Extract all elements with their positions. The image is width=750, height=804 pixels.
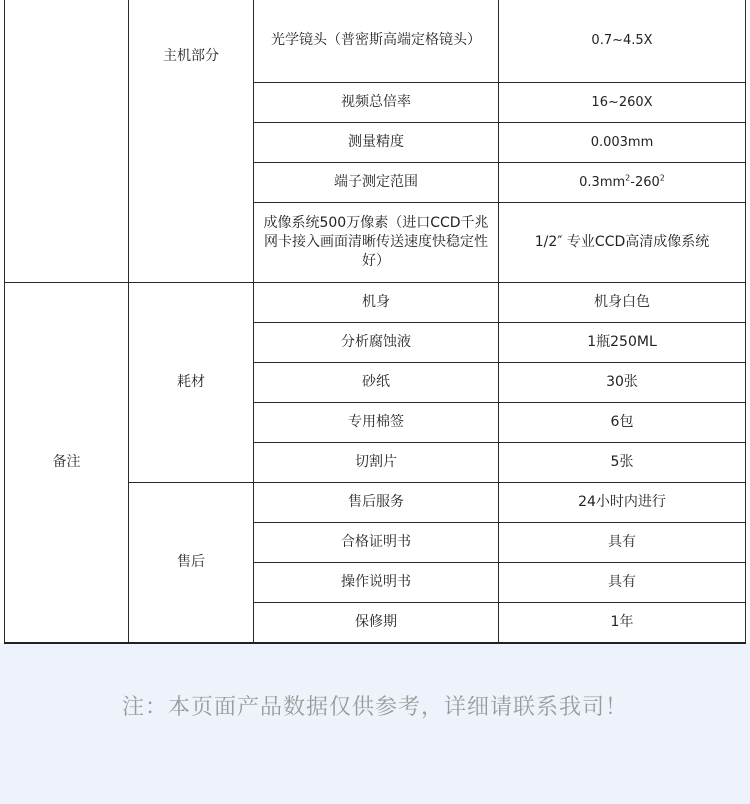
value-cell: 机身白色 [499,283,746,323]
value-cell: 30张 [499,363,746,403]
item-cell: 专用棉签 [254,403,499,443]
value-cell: 1年 [499,603,746,643]
item-cell: 操作说明书 [254,563,499,603]
category-cell-main: 主机部分 [129,0,254,283]
item-cell: 合格证明书 [254,523,499,563]
range-value-sup2: 2 [659,173,665,183]
value-cell: 24小时内进行 [499,483,746,523]
value-cell: 具有 [499,523,746,563]
spec-table [4,0,746,644]
category-cell-consumables: 耗材 [129,283,254,483]
item-cell: 端子测定范围 [254,163,499,203]
item-cell: 光学镜头（普密斯高端定格镜头） [254,0,499,83]
table-row [5,0,746,83]
item-cell: 机身 [254,283,499,323]
item-cell: 测量精度 [254,123,499,163]
item-cell: 切割片 [254,443,499,483]
range-value-prefix: 0.3mm [579,175,626,190]
category-cell-after-sales: 售后 [129,483,254,643]
value-cell: 6包 [499,403,746,443]
range-value-mid: -260 [630,175,660,190]
value-cell: 0.003mm [499,123,746,163]
value-cell-range [499,163,746,203]
table-row [5,283,746,323]
value-cell: 5张 [499,443,746,483]
value-cell: 0.7~4.5X [499,0,746,83]
footer-disclaimer: 注：本页面产品数据仅供参考，详细请联系我司！ [121,695,628,720]
item-cell: 分析腐蚀液 [254,323,499,363]
range-value-sup1: 2 [625,173,631,183]
value-cell: 16~260X [499,83,746,123]
item-cell: 保修期 [254,603,499,643]
value-cell: 1瓶250ML [499,323,746,363]
remarks-label-cell: 备注 [5,283,129,643]
item-cell: 视频总倍率 [254,83,499,123]
item-cell: 砂纸 [254,363,499,403]
item-cell: 售后服务 [254,483,499,523]
value-cell: 具有 [499,563,746,603]
empty-group-cell [5,0,129,283]
value-cell: 1/2″ 专业CCD高清成像系统 [499,203,746,283]
item-cell: 成像系统500万像素（进口CCD千兆网卡接入画面清晰传送速度快稳定性好） [254,203,499,283]
